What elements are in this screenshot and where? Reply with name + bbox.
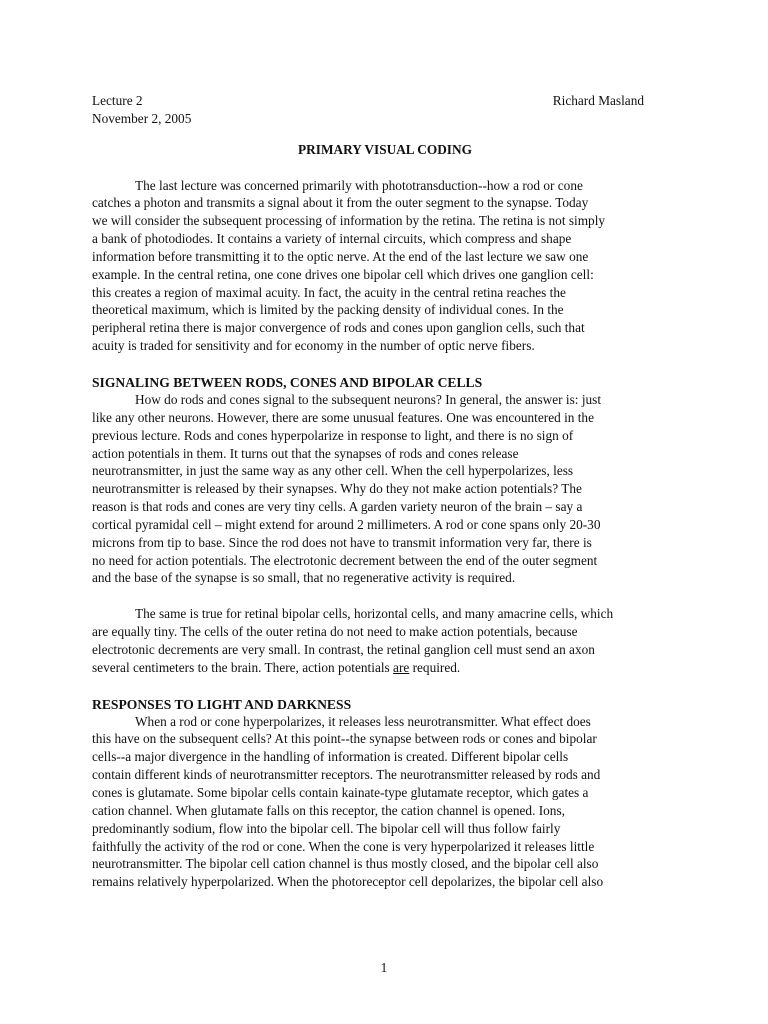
text-line: we will consider the subsequent processing of information by the retina. The retina is not simply [92, 213, 606, 229]
paragraph-gap [92, 587, 678, 605]
section-heading-responses: RESPONSES TO LIGHT AND DARKNESS [92, 696, 352, 712]
document-title: PRIMARY VISUAL CODING [298, 141, 472, 157]
text-line: acuity is traded for sensitivity and for economy in the number of optic nerve fibers. [92, 338, 535, 354]
lecture-label: Lecture 2 [92, 93, 143, 108]
document-page [92, 92, 678, 891]
text-line: contain different kinds of neurotransmitter receptors. The neurotransmitter released by rods and [92, 767, 601, 783]
text-line: electrotonic decrements are very small. In contrast, the retinal ganglion cell must send an axon [92, 641, 595, 657]
text-line: cells--a major divergence in the handling of information is created. Different bipolar cells [92, 749, 569, 765]
text-line: theoretical maximum, which is limited by the packing density of individual cones. In the [92, 302, 564, 318]
text-line: remains relatively hyperpolarized. When the photoreceptor cell depolarizes, the bipolar cell also [92, 874, 604, 890]
text-line: example. In the central retina, one cone drives one bipolar cell which drives one ganglion cell: [92, 266, 594, 282]
text-line: How do rods and cones signal to the subsequent neurons? In general, the answer is: just [135, 391, 602, 407]
header-row [92, 92, 678, 110]
text-line: this creates a region of maximal acuity. In fact, the acuity in the central retina reaches the [92, 284, 566, 300]
text-line: are equally tiny. The cells of the outer retina do not need to make action potentials, because [92, 624, 578, 640]
text-line: cones is glutamate. Some bipolar cells contain kainate-type glutamate receptor, which gates a [92, 785, 589, 800]
text-line: The last lecture was concerned primarily with phototransduction--how a rod or cone [135, 177, 583, 193]
text-line: neurotransmitter is released by their synapses. Why do they not make action potentials? The [92, 481, 582, 497]
emphasis-are: are [393, 659, 410, 675]
intro-paragraph [92, 177, 678, 355]
text-line: When a rod or cone hyperpolarizes, it releases less neurotransmitter. What effect does [135, 713, 591, 729]
text-line: no need for action potentials. The electrotonic decrement between the end of the outer segment [92, 552, 598, 568]
text-line: action potentials in them. It turns out that the synapses of rods and cones release [92, 445, 519, 461]
text-line: cortical pyramidal cell – might extend for around 2 millimeters. A rod or cone spans only 20-30 [92, 516, 601, 532]
section-heading-signaling: SIGNALING BETWEEN RODS, CONES AND BIPOLAR CELLS [92, 374, 483, 390]
signaling-paragraph-2 [92, 605, 678, 676]
text-line: information before transmitting it to the optic nerve. At the end of the last lecture we saw one [92, 248, 589, 264]
author-name: Richard Masland [552, 93, 644, 108]
text-line: cation channel. When glutamate falls on this receptor, the cation channel is opened. Ions, [92, 802, 565, 818]
text-line: The same is true for retinal bipolar cells, horizontal cells, and many amacrine cells, which [135, 606, 614, 622]
signaling-paragraph-2-last-line: several centimeters to the brain. There, action potentials are required. [92, 659, 461, 675]
text-line: a bank of photodiodes. It contains a variety of internal circuits, which compress and shape [92, 231, 572, 247]
text-line: and the base of the synapse is so small, that no regenerative activity is required. [92, 570, 516, 586]
signaling-paragraph-1 [92, 391, 678, 587]
text-line: faithfully the activity of the rod or cone. When the cone is very hyperpolarized it releases little [92, 838, 595, 854]
text-line: peripheral retina there is major convergence of rods and cones upon ganglion cells, such that [92, 320, 585, 336]
text-line: neurotransmitter, in just the same way as any other cell. When the cell hyperpolarizes, less [92, 463, 574, 479]
text-line: catches a photon and transmits a signal about it from the outer segment to the synapse. Today [92, 195, 589, 211]
text-line: predominantly sodium, flow into the bipolar cell. The bipolar cell will thus follow fairly [92, 820, 561, 836]
text-line: this have on the subsequent cells? At this point--the synapse between rods or cones and bipolar [92, 731, 597, 747]
text-line: reason is that rods and cones are very tiny cells. A garden variety neuron of the brain – say a [92, 499, 583, 515]
responses-paragraph-1 [92, 713, 678, 891]
text-line: like any other neurons. However, there are some unusual features. One was encountered in the [92, 409, 594, 425]
page-number: 1 [380, 960, 388, 975]
text-line: neurotransmitter. The bipolar cell cation channel is thus mostly closed, and the bipolar cell also [92, 856, 599, 872]
lecture-date: November 2, 2005 [92, 110, 192, 126]
text-line: microns from tip to base. Since the rod does not have to transmit information very far, there is [92, 534, 592, 550]
text-line: previous lecture. Rods and cones hyperpolarize in response to light, and there is no sign of [92, 427, 574, 443]
